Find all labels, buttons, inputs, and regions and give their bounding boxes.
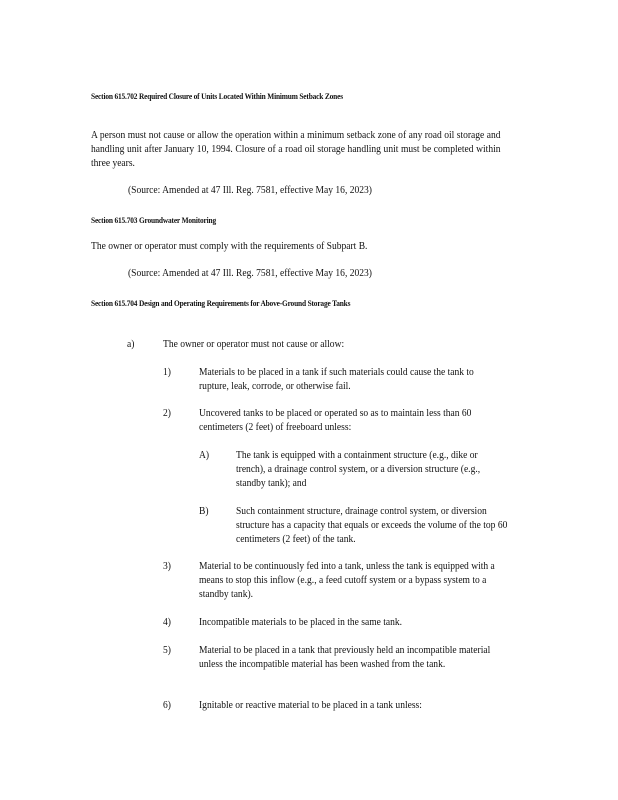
list-text-5: Material to be placed in a tank that previously held an incompatible material unless the incompatible material has been washed from the tank. [199,645,491,670]
section-heading-615-704: Section 615.704 Design and Operating Requirements for Above-Ground Storage Tanks [91,298,351,308]
list-label-4: 4) [163,617,171,628]
source-note-615-703: (Source: Amended at 47 Ill. Reg. 7581, effective May 16, 2023) [128,268,372,279]
section-body-615-703: The owner or operator must comply with the requirements of Subpart B. [91,241,368,252]
list-text-4: Incompatible materials to be placed in the same tank. [199,617,403,628]
list-label-a: a) [127,339,135,350]
list-label-2: 2) [163,408,171,419]
list-label-3: 3) [163,561,171,572]
list-text-1: Materials to be placed in a tank if such materials could cause the tank to rupture, leak, corrode, or otherwise fail. [199,367,474,392]
section-heading-615-703: Section 615.703 Groundwater Monitoring [91,215,216,225]
source-note-615-702: (Source: Amended at 47 Ill. Reg. 7581, effective May 16, 2023) [128,185,372,196]
list-text-a: The owner or operator must not cause or allow: [163,339,345,350]
section-heading-615-702: Section 615.702 Required Closure of Units Located Within Minimum Setback Zones [91,91,343,101]
list-label-5: 5) [163,645,171,656]
list-text-2: Uncovered tanks to be placed or operated so as to maintain less than 60 centimeters (2 feet) of freeboard unless: [199,408,472,433]
list-text-3: Material to be continuously fed into a tank, unless the tank is equipped with a means to stop this inflow (e.g., a feed cutoff system or a bypass system to a standby tank). [199,561,495,600]
list-label-1: 1) [163,367,171,378]
section-body-615-702: A person must not cause or allow the operation within a minimum setback zone of any road oil storage and handling unit after January 10, 1994. Closure of a road oil storage handling unit must be completed within three years. [91,130,501,169]
list-label-B: B) [199,506,209,517]
list-label-6: 6) [163,700,171,711]
list-text-6: Ignitable or reactive material to be placed in a tank unless: [199,700,422,711]
list-label-A: A) [199,450,210,461]
list-text-A: The tank is equipped with a containment structure (e.g., dike or trench), a drainage control system, or a diversion structure (e.g., standby tank); and [236,450,481,489]
list-text-B: Such containment structure, drainage control system, or diversion structure has a capacity that equals or exceeds the volume of the top 60 centimeters (2 feet) of the tank. [236,506,508,545]
